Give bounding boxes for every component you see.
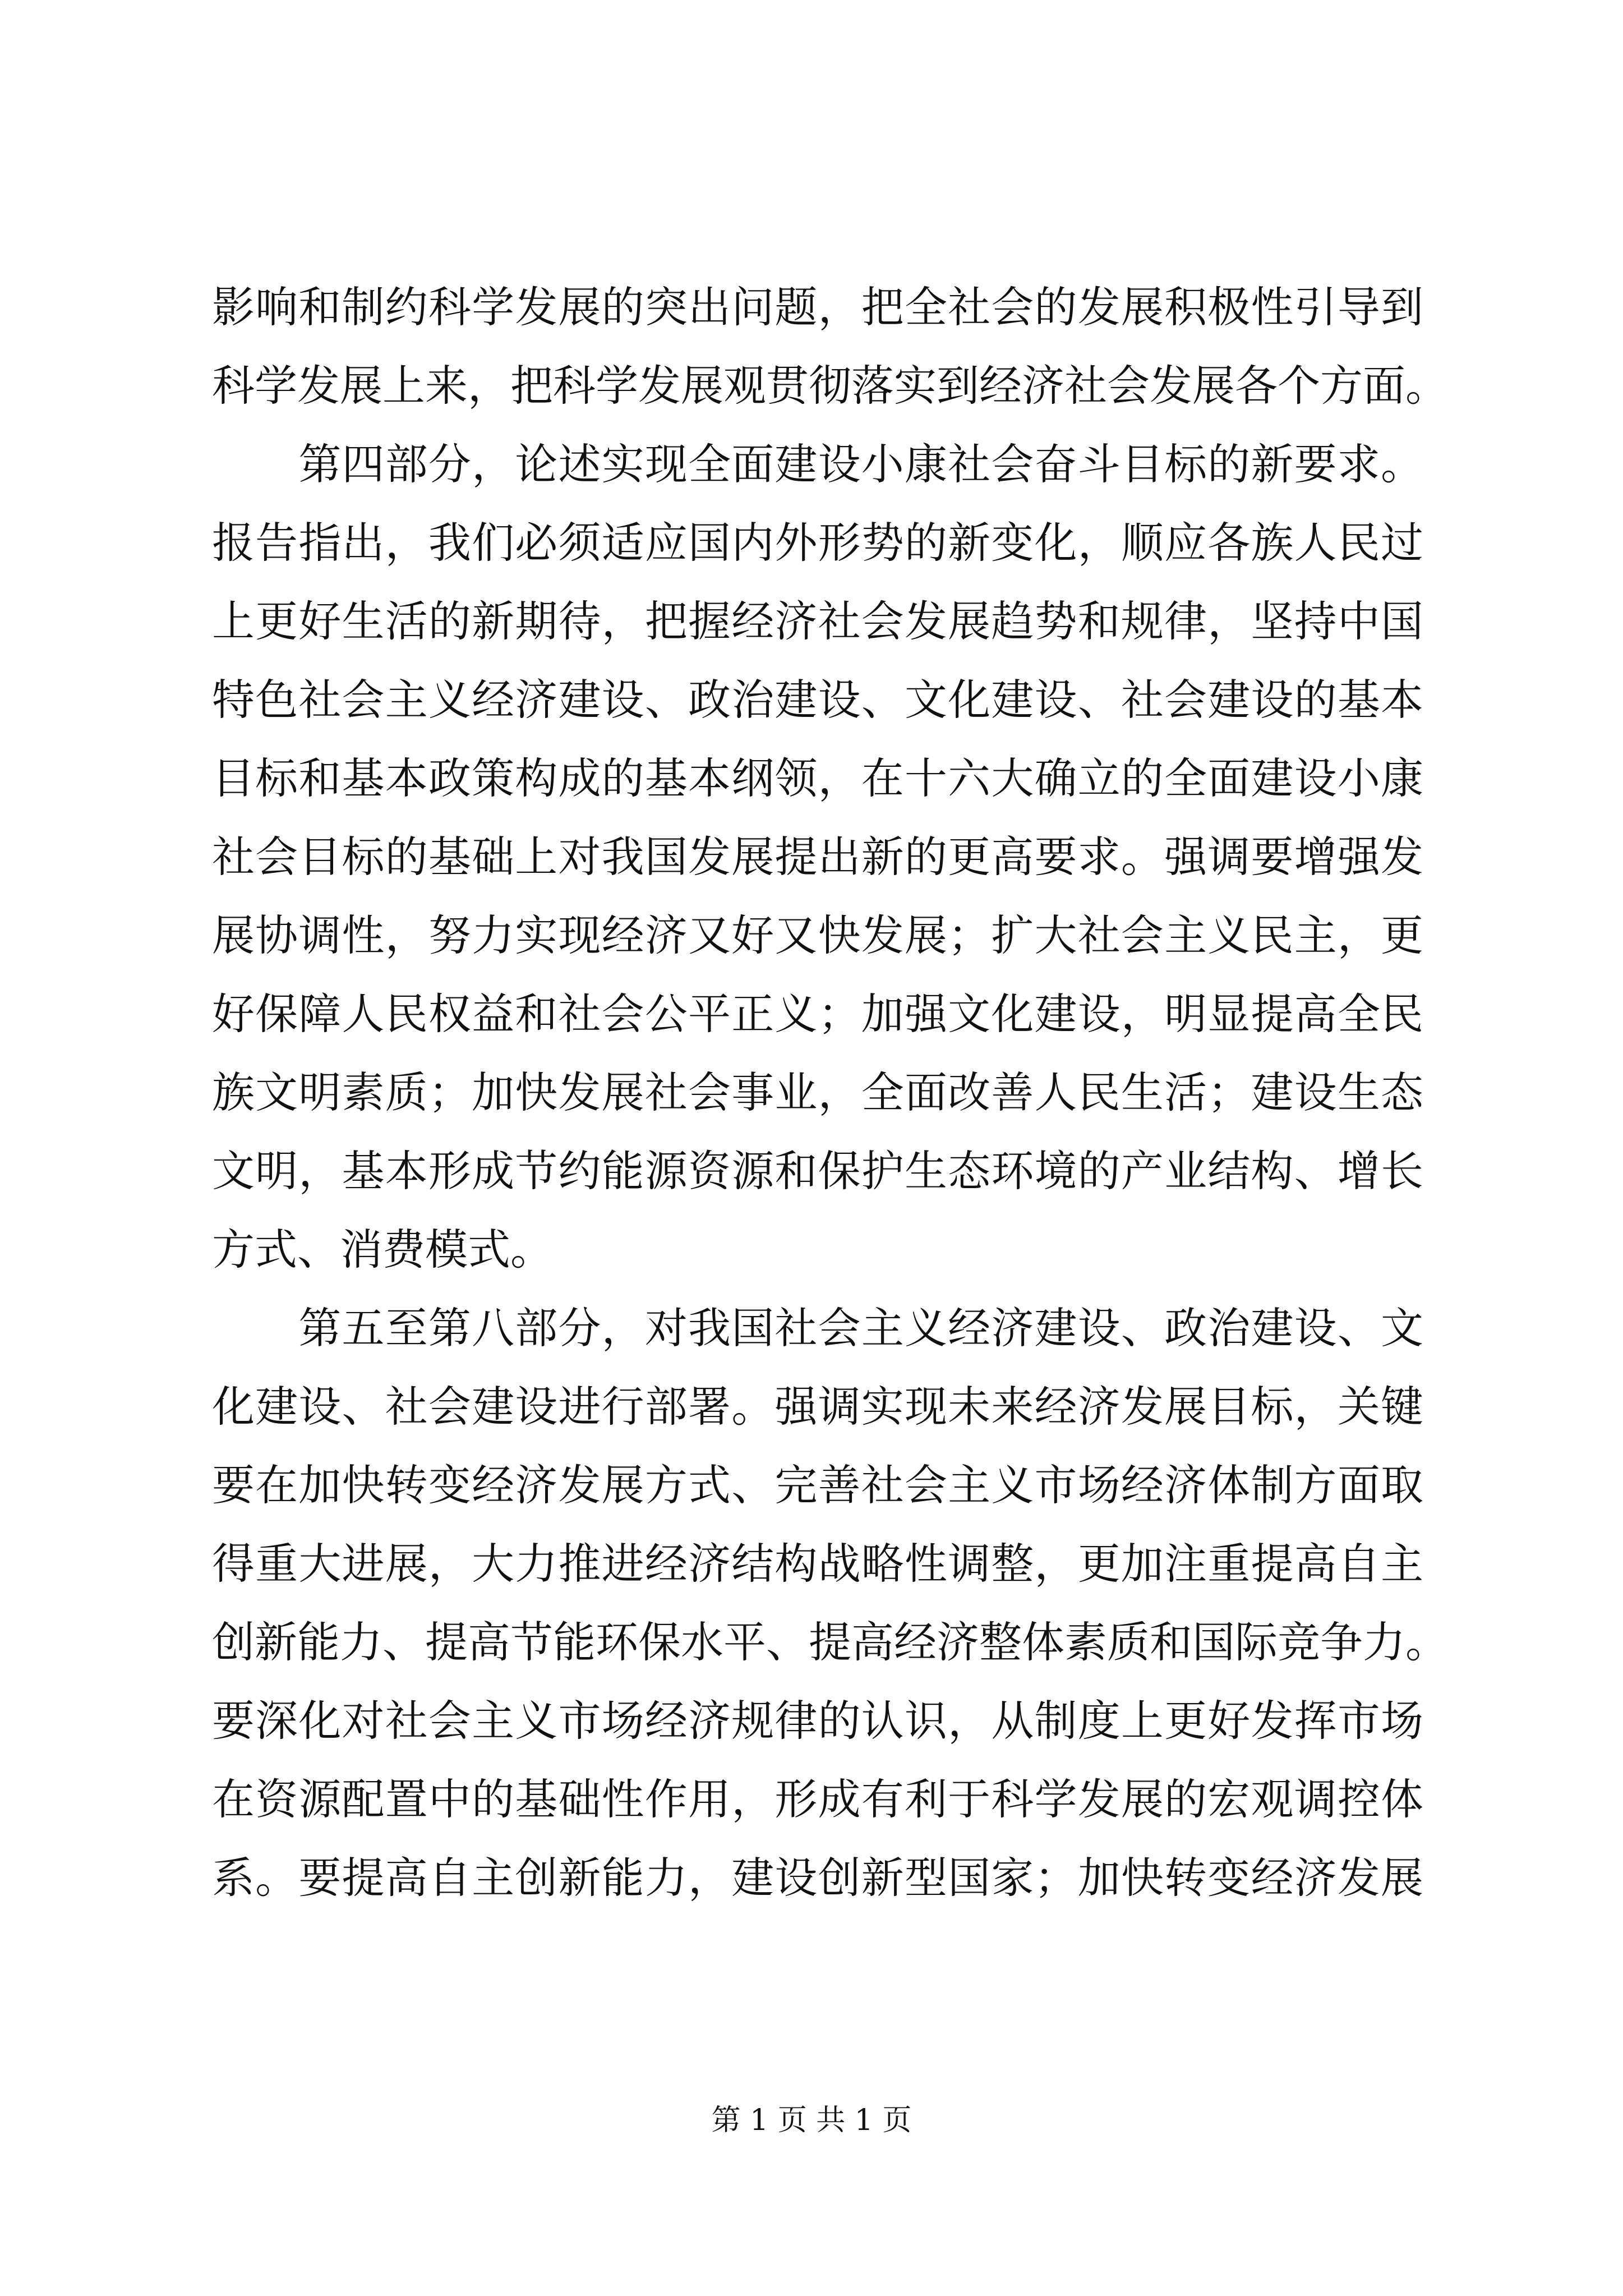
text-line-8: 社会目标的基础上对我国发展提出新的更高要求。强调要增强发 (212, 832, 1423, 882)
body-text (212, 268, 1448, 1917)
text-line-16: 要在加快转变经济发展方式、完善社会主义市场经济体制方面取 (212, 1460, 1423, 1510)
text-line-3: 第四部分，论述实现全面建设小康社会奋斗目标的新要求。 (212, 439, 1423, 489)
text-line-19: 要深化对社会主义市场经济规律的认识，从制度上更好发挥市场 (212, 1696, 1423, 1746)
text-line-14: 第五至第八部分，对我国社会主义经济建设、政治建设、文 (212, 1303, 1423, 1353)
text-line-15: 化建设、社会建设进行部署。强调实现未来经济发展目标，关键 (212, 1382, 1423, 1432)
text-line-9: 展协调性，努力实现经济又好又快发展；扩大社会主义民主，更 (212, 910, 1423, 960)
page-footer: 第 1 页 共 1 页 (711, 2104, 912, 2137)
text-line-1: 影响和制约科学发展的突出问题，把全社会的发展积极性引导到 (212, 282, 1423, 332)
text-line-17: 得重大进展，大力推进经济结构战略性调整，更加注重提高自主 (212, 1539, 1423, 1589)
text-line-6: 特色社会主义经济建设、政治建设、文化建设、社会建设的基本 (212, 675, 1423, 725)
text-line-7: 目标和基本政策构成的基本纲领，在十六大确立的全面建设小康 (212, 753, 1423, 803)
text-line-10: 好保障人民权益和社会公平正义；加强文化建设，明显提高全民 (212, 989, 1423, 1039)
text-line-21: 系。要提高自主创新能力，建设创新型国家；加快转变经济发展 (212, 1853, 1423, 1903)
text-line-20: 在资源配置中的基础性作用，形成有利于科学发展的宏观调控体 (212, 1774, 1423, 1824)
text-line-4: 报告指出，我们必须适应国内外形势的新变化，顺应各族人民过 (212, 518, 1423, 568)
text-line-11: 族文明素质；加快发展社会事业，全面改善人民生活；建设生态 (212, 1068, 1423, 1117)
text-line-12: 文明，基本形成节约能源资源和保护生态环境的产业结构、增长 (212, 1146, 1423, 1196)
text-line-18: 创新能力、提高节能环保水平、提高经济整体素质和国际竞争力。 (212, 1617, 1448, 1667)
text-line-5: 上更好生活的新期待，把握经济社会发展趋势和规律，坚持中国 (212, 596, 1423, 646)
text-line-2: 科学发展上来，把科学发展观贯彻落实到经济社会发展各个方面。 (212, 361, 1448, 411)
text-line-13: 方式、消费模式。 (212, 1225, 553, 1274)
